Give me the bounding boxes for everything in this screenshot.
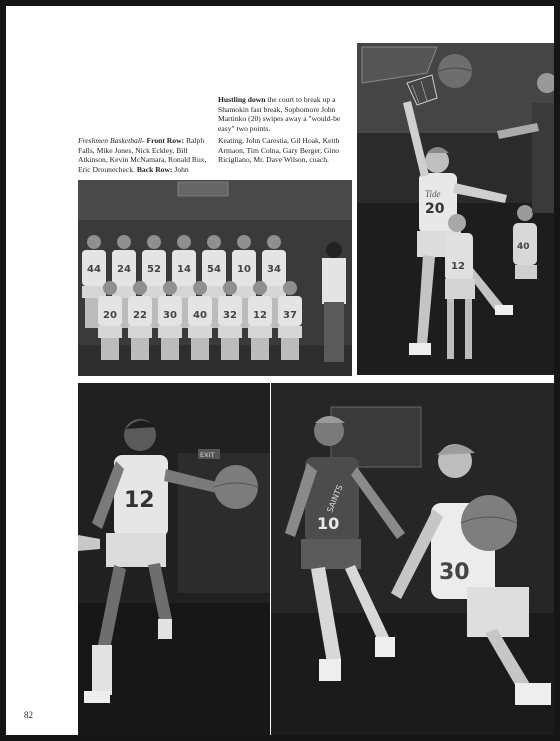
jersey-number: 54 [207,264,221,275]
jersey-number: 30 [163,310,177,321]
jersey-number: 14 [177,264,191,275]
jersey-text-saints: SAINTS [325,483,345,514]
jersey-number: 52 [147,264,161,275]
jersey-number: 12 [253,310,267,321]
caption-back-row-label: Back Row: [134,164,173,174]
photo-freshmen-team [78,180,352,376]
exit-sign-text: EXIT [200,451,215,459]
jersey-number: 32 [223,310,237,321]
caption-front-row-names: Ralph Falls, Mike Jones, Nick Eckley, Bill Atkinson, Kevin McNamara, Ronald Rux, Eric Drounecheck. [78,136,207,174]
caption-freshmen-lead: Freshmen Basketball- [78,136,145,145]
caption-names-continued [218,136,354,165]
yearbook-page [6,6,554,735]
jersey-number-main: 20 [425,201,445,217]
photo-dribbler-30 [271,383,554,735]
jersey-number-right: 12 [451,261,465,272]
jersey-number-far: 40 [517,242,530,252]
photo-dribbler-12 [78,383,270,735]
caption-front-row-label: Front Row: [144,136,185,145]
jersey-number-10: 10 [317,514,340,533]
caption-names-continued-text: Keating, John Carestia, Gil Hoak, Keith Armaon, Tim Colna, Gary Berger, Gino Ricigliano, Mr. Dave Wilson, coach. [218,136,340,165]
photo-blocking-shot [357,43,554,375]
jersey-number: 44 [87,264,101,275]
caption-freshmen [78,136,214,174]
jersey-number: 34 [267,264,281,275]
jersey-number: 22 [133,310,147,321]
caption-hustling [218,95,354,133]
page-number: 82 [24,710,33,720]
jersey-number-30: 30 [439,560,470,585]
jersey-number: 40 [193,310,207,321]
jersey-number: 20 [103,310,117,321]
jersey-number: 10 [237,264,251,275]
caption-hustling-text: the court to break up a Shamokin fast break, Sophomore John Martinko (20) swipes away a "would-be easy" two points. [218,95,341,133]
caption-hustling-lead: Hustling down [218,95,266,104]
jersey-number-12: 12 [124,488,155,513]
jersey-number: 24 [117,264,131,275]
jersey-text-tide: Tide [425,189,441,199]
jersey-number: 37 [283,310,297,321]
caption-back-row-start: John [172,164,189,174]
